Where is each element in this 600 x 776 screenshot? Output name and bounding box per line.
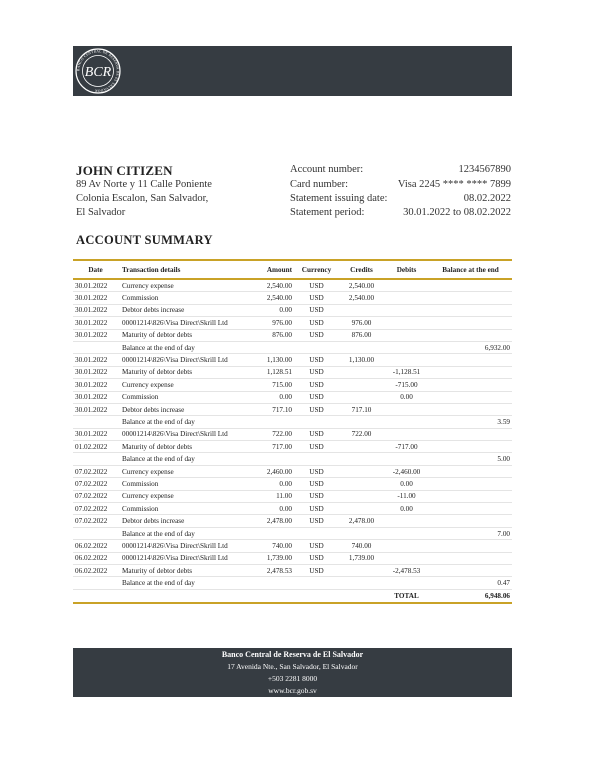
cell-balance (429, 403, 512, 415)
cell-details: Debtor debts increase (118, 515, 248, 527)
cell-credits (339, 341, 384, 353)
issuing-date-label: Statement issuing date: (290, 193, 388, 204)
cell-amount: 11.00 (248, 490, 294, 502)
cell-currency: USD (294, 552, 339, 564)
cell-details: Commission (118, 292, 248, 304)
customer-name: JOHN CITIZEN (76, 163, 173, 178)
card-number-label: Card number: (290, 179, 349, 190)
cell-credits: 876.00 (339, 329, 384, 341)
cell-details: 00001214\826\Visa Direct\Skrill Ltd (118, 317, 248, 329)
cell-amount (248, 416, 294, 428)
cell-debits: 0.00 (384, 478, 429, 490)
cell-currency: USD (294, 503, 339, 515)
cell-debits (384, 515, 429, 527)
cell-date (73, 416, 118, 428)
cell-debits (384, 329, 429, 341)
total-empty-cell (339, 589, 384, 603)
total-label: TOTAL (384, 589, 429, 603)
col-header-amount: Amount (248, 260, 294, 279)
cell-currency (294, 453, 339, 465)
cell-balance: 7.00 (429, 527, 512, 539)
table-row (73, 490, 512, 502)
cell-credits: 2,478.00 (339, 515, 384, 527)
cell-details: Balance at the end of day (118, 527, 248, 539)
cell-amount (248, 527, 294, 539)
address-line-3: El Salvador (76, 207, 126, 218)
cell-date: 30.01.2022 (73, 391, 118, 403)
cell-credits: 2,540.00 (339, 292, 384, 304)
cell-currency: USD (294, 478, 339, 490)
table-row (73, 515, 512, 527)
cell-debits (384, 341, 429, 353)
cell-date: 30.01.2022 (73, 366, 118, 378)
cell-balance (429, 441, 512, 453)
cell-amount: 1,128.51 (248, 366, 294, 378)
account-number-label: Account number: (290, 164, 364, 175)
table-row (73, 329, 512, 341)
cell-credits (339, 304, 384, 316)
cell-currency: USD (294, 317, 339, 329)
cell-currency: USD (294, 441, 339, 453)
cell-credits: 2,540.00 (339, 279, 384, 292)
cell-credits: 1,739.00 (339, 552, 384, 564)
svg-text:BANCO CENTRAL DE RESERVA DE EL: BANCO CENTRAL DE RESERVA DE EL SALVADOR (76, 49, 120, 93)
cell-balance: 0.47 (429, 577, 512, 589)
cell-details: Balance at the end of day (118, 416, 248, 428)
cell-amount: 2,540.00 (248, 279, 294, 292)
cell-balance (429, 478, 512, 490)
cell-amount: 0.00 (248, 304, 294, 316)
transactions-table-wrapper (73, 259, 512, 604)
cell-credits: 722.00 (339, 428, 384, 440)
cell-date: 30.01.2022 (73, 292, 118, 304)
table-row (73, 577, 512, 589)
cell-date: 30.01.2022 (73, 428, 118, 440)
cell-details: Debtor debts increase (118, 403, 248, 415)
cell-balance (429, 552, 512, 564)
cell-balance (429, 490, 512, 502)
cell-details: 00001214\826\Visa Direct\Skrill Ltd (118, 540, 248, 552)
table-header-row (73, 260, 512, 279)
col-header-debits: Debits (384, 260, 429, 279)
table-row (73, 478, 512, 490)
cell-credits (339, 527, 384, 539)
cell-details: Maturity of debtor debts (118, 329, 248, 341)
cell-amount: 2,540.00 (248, 292, 294, 304)
cell-details: 00001214\826\Visa Direct\Skrill Ltd (118, 428, 248, 440)
cell-date: 06.02.2022 (73, 540, 118, 552)
cell-currency: USD (294, 391, 339, 403)
cell-amount (248, 453, 294, 465)
cell-debits (384, 540, 429, 552)
cell-details: Maturity of debtor debts (118, 564, 248, 576)
table-row (73, 354, 512, 366)
cell-amount: 976.00 (248, 317, 294, 329)
cell-details: Commission (118, 503, 248, 515)
footer-bar (73, 648, 512, 697)
cell-debits: 0.00 (384, 391, 429, 403)
cell-balance (429, 379, 512, 391)
cell-credits: 976.00 (339, 317, 384, 329)
total-value: 6,948.06 (429, 589, 512, 603)
cell-currency: USD (294, 304, 339, 316)
cell-details: Debtor debts increase (118, 304, 248, 316)
table-row (73, 341, 512, 353)
cell-balance (429, 465, 512, 477)
cell-debits (384, 403, 429, 415)
cell-debits (384, 304, 429, 316)
account-summary-title: ACCOUNT SUMMARY (76, 233, 213, 247)
address-line-1: 89 Av Norte y 11 Calle Poniente (76, 179, 212, 190)
cell-amount: 2,478.00 (248, 515, 294, 527)
col-header-balance: Balance at the end (429, 260, 512, 279)
table-row (73, 366, 512, 378)
cell-date: 30.01.2022 (73, 354, 118, 366)
total-empty-cell (248, 589, 294, 603)
cell-credits (339, 441, 384, 453)
cell-credits: 740.00 (339, 540, 384, 552)
table-total-row (73, 589, 512, 603)
col-header-date: Date (73, 260, 118, 279)
cell-credits (339, 379, 384, 391)
cell-balance (429, 366, 512, 378)
cell-amount: 0.00 (248, 478, 294, 490)
footer-phone: +503 2281 8000 (267, 674, 318, 683)
cell-debits (384, 428, 429, 440)
cell-date: 07.02.2022 (73, 478, 118, 490)
cell-debits: -715.00 (384, 379, 429, 391)
cell-details: Maturity of debtor debts (118, 441, 248, 453)
col-header-currency: Currency (294, 260, 339, 279)
cell-debits: 0.00 (384, 503, 429, 515)
cell-balance (429, 391, 512, 403)
cell-amount: 0.00 (248, 503, 294, 515)
cell-currency: USD (294, 279, 339, 292)
statement-period-value: 30.01.2022 to 08.02.2022 (403, 207, 511, 218)
cell-date: 30.01.2022 (73, 317, 118, 329)
cell-credits (339, 416, 384, 428)
cell-currency (294, 416, 339, 428)
cell-debits (384, 527, 429, 539)
cell-amount: 2,460.00 (248, 465, 294, 477)
cell-date: 30.01.2022 (73, 329, 118, 341)
table-row (73, 317, 512, 329)
cell-debits (384, 416, 429, 428)
cell-details: Currency expense (118, 490, 248, 502)
total-empty-cell (118, 589, 248, 603)
cell-credits (339, 391, 384, 403)
table-row (73, 527, 512, 539)
cell-balance: 5.00 (429, 453, 512, 465)
cell-date (73, 527, 118, 539)
cell-currency: USD (294, 329, 339, 341)
cell-credits (339, 478, 384, 490)
cell-amount: 717.00 (248, 441, 294, 453)
cell-details: Currency expense (118, 279, 248, 292)
cell-credits (339, 564, 384, 576)
cell-currency: USD (294, 379, 339, 391)
issuing-date-value: 08.02.2022 (463, 193, 511, 204)
cell-debits (384, 552, 429, 564)
table-row (73, 403, 512, 415)
cell-amount: 722.00 (248, 428, 294, 440)
cell-balance: 3.59 (429, 416, 512, 428)
cell-amount: 1,130.00 (248, 354, 294, 366)
cell-currency (294, 577, 339, 589)
cell-details: 00001214\826\Visa Direct\Skrill Ltd (118, 552, 248, 564)
cell-currency: USD (294, 354, 339, 366)
cell-currency: USD (294, 292, 339, 304)
cell-debits (384, 292, 429, 304)
cell-credits (339, 577, 384, 589)
cell-amount (248, 577, 294, 589)
table-row (73, 416, 512, 428)
bcr-logo-seal (74, 47, 122, 95)
cell-date: 07.02.2022 (73, 465, 118, 477)
cell-balance (429, 503, 512, 515)
cell-details: Currency expense (118, 465, 248, 477)
cell-date: 07.02.2022 (73, 490, 118, 502)
cell-credits: 717.10 (339, 403, 384, 415)
footer-address: 17 Avenida Nte., San Salvador, El Salvador (227, 662, 358, 671)
total-empty-cell (73, 589, 118, 603)
cell-currency: USD (294, 490, 339, 502)
cell-date (73, 577, 118, 589)
cell-currency: USD (294, 428, 339, 440)
cell-date: 30.01.2022 (73, 403, 118, 415)
table-row (73, 391, 512, 403)
cell-balance (429, 279, 512, 292)
table-row (73, 292, 512, 304)
cell-date: 30.01.2022 (73, 304, 118, 316)
cell-debits (384, 279, 429, 292)
cell-currency: USD (294, 403, 339, 415)
cell-amount (248, 341, 294, 353)
col-header-credits: Credits (339, 260, 384, 279)
cell-date: 06.02.2022 (73, 564, 118, 576)
cell-currency: USD (294, 540, 339, 552)
cell-balance: 6,932.00 (429, 341, 512, 353)
cell-date (73, 341, 118, 353)
cell-debits (384, 317, 429, 329)
cell-details: Maturity of debtor debts (118, 366, 248, 378)
cell-credits: 1,130.00 (339, 354, 384, 366)
cell-date: 07.02.2022 (73, 515, 118, 527)
cell-details: Commission (118, 391, 248, 403)
cell-credits (339, 503, 384, 515)
table-row (73, 503, 512, 515)
cell-balance (429, 354, 512, 366)
cell-amount: 740.00 (248, 540, 294, 552)
cell-debits: -11.00 (384, 490, 429, 502)
footer-website: www.bcr.gob.sv (268, 686, 317, 695)
cell-credits (339, 366, 384, 378)
table-row (73, 540, 512, 552)
cell-amount: 2,478.53 (248, 564, 294, 576)
transactions-table (73, 259, 512, 604)
cell-details: 00001214\826\Visa Direct\Skrill Ltd (118, 354, 248, 366)
cell-details: Balance at the end of day (118, 453, 248, 465)
cell-currency (294, 527, 339, 539)
table-row (73, 453, 512, 465)
cell-balance (429, 515, 512, 527)
cell-debits (384, 453, 429, 465)
table-row (73, 552, 512, 564)
cell-currency (294, 341, 339, 353)
card-number-value: Visa 2245 **** **** 7899 (397, 179, 511, 190)
cell-debits: -2,460.00 (384, 465, 429, 477)
cell-currency: USD (294, 465, 339, 477)
cell-balance (429, 329, 512, 341)
table-row (73, 379, 512, 391)
table-row (73, 428, 512, 440)
col-header-details: Transaction details (118, 260, 248, 279)
cell-currency: USD (294, 564, 339, 576)
address-line-2: Colonia Escalon, San Salvador, (76, 193, 209, 204)
cell-debits: -1,128.51 (384, 366, 429, 378)
cell-date: 06.02.2022 (73, 552, 118, 564)
table-row (73, 304, 512, 316)
cell-date: 30.01.2022 (73, 279, 118, 292)
cell-debits: -717.00 (384, 441, 429, 453)
table-row (73, 441, 512, 453)
cell-balance (429, 564, 512, 576)
cell-date: 07.02.2022 (73, 503, 118, 515)
cell-amount: 1,739.00 (248, 552, 294, 564)
table-row (73, 465, 512, 477)
statement-period-label: Statement period: (290, 207, 365, 218)
cell-details: Balance at the end of day (118, 341, 248, 353)
cell-amount: 876.00 (248, 329, 294, 341)
cell-amount: 715.00 (248, 379, 294, 391)
cell-details: Currency expense (118, 379, 248, 391)
table-row (73, 279, 512, 292)
cell-debits (384, 354, 429, 366)
cell-credits (339, 465, 384, 477)
cell-debits: -2,478.53 (384, 564, 429, 576)
cell-amount: 717.10 (248, 403, 294, 415)
cell-currency: USD (294, 366, 339, 378)
cell-date (73, 453, 118, 465)
footer-bank-name: Banco Central de Reserva de El Salvador (221, 650, 364, 659)
cell-date: 01.02.2022 (73, 441, 118, 453)
cell-amount: 0.00 (248, 391, 294, 403)
cell-balance (429, 540, 512, 552)
table-row (73, 564, 512, 576)
cell-currency: USD (294, 515, 339, 527)
cell-balance (429, 292, 512, 304)
svg-text:BCR: BCR (84, 65, 112, 80)
cell-balance (429, 428, 512, 440)
cell-details: Balance at the end of day (118, 577, 248, 589)
cell-date: 30.01.2022 (73, 379, 118, 391)
cell-credits (339, 453, 384, 465)
total-empty-cell (294, 589, 339, 603)
cell-credits (339, 490, 384, 502)
cell-balance (429, 304, 512, 316)
header-bar (73, 46, 512, 96)
cell-debits (384, 577, 429, 589)
cell-balance (429, 317, 512, 329)
account-number-value: 1234567890 (458, 164, 511, 175)
cell-details: Commission (118, 478, 248, 490)
